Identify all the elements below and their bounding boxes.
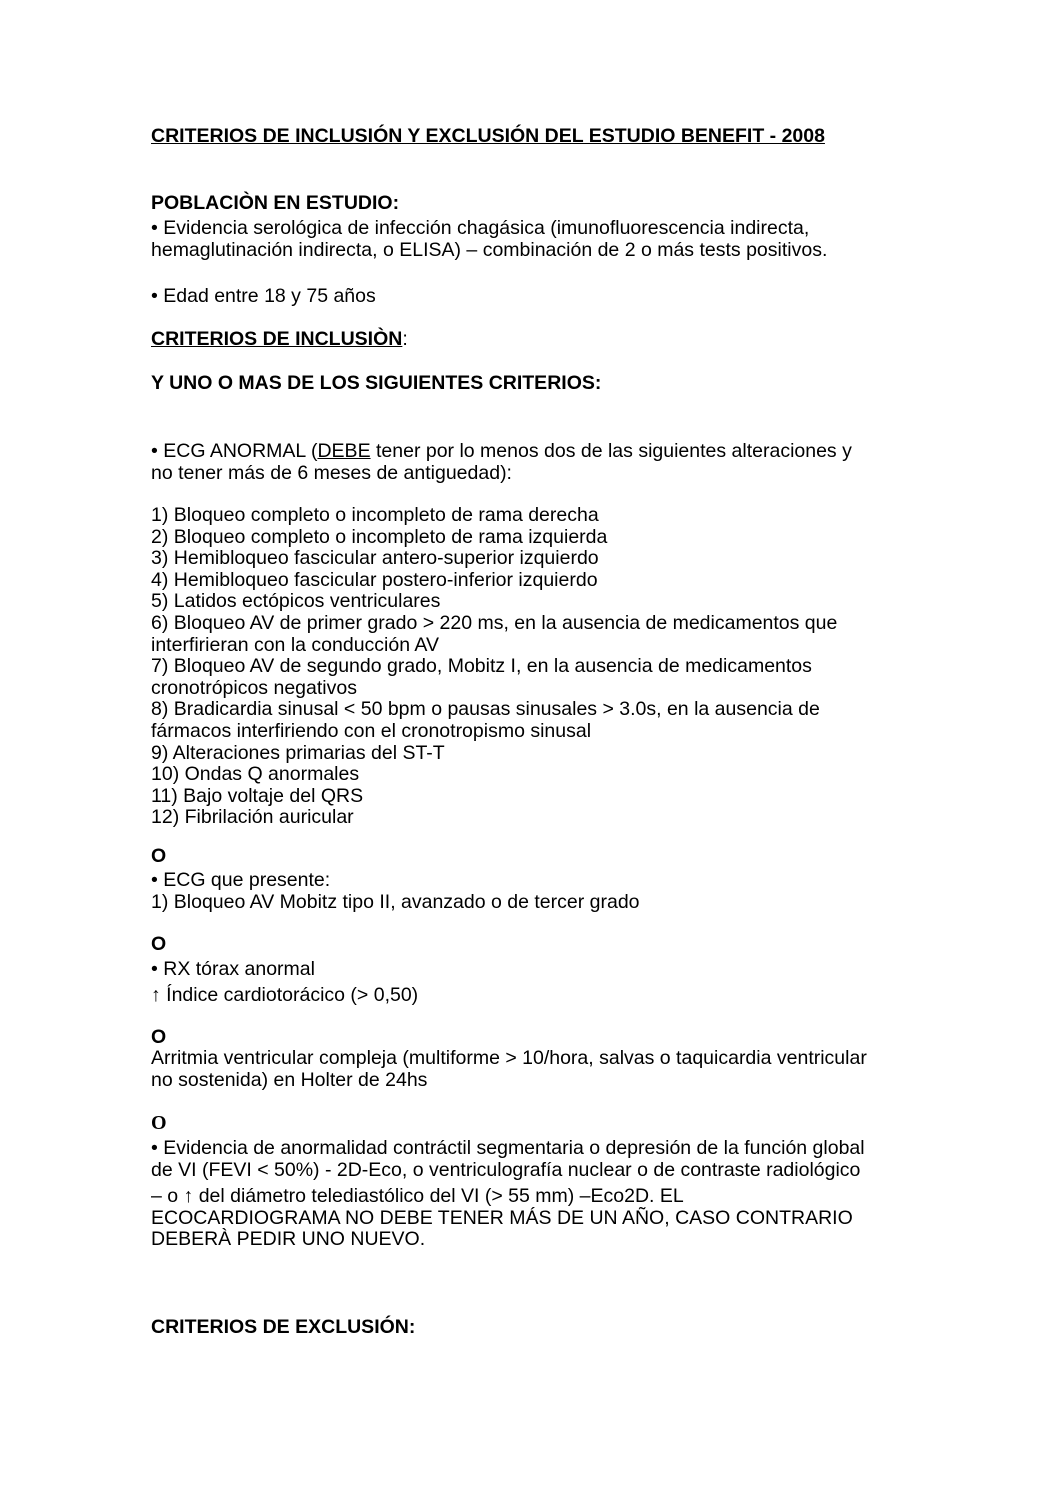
o3-line: no sostenida) en Holter de 24hs	[151, 1069, 428, 1091]
list-item: 12) Fibrilación auricular	[151, 806, 354, 829]
list-item: fármacos interfiriendo con el cronotropismo sinusal	[151, 719, 592, 742]
edad-line: • Edad entre 18 y 75 años	[151, 285, 376, 307]
poblacion-heading: POBLACIÒN EN ESTUDIO:	[151, 192, 400, 214]
o4-line: de VI (FEVI < 50%) - 2D-Eco, o ventriculografía nuclear o de contraste radiológico	[151, 1159, 861, 1181]
list-item: 6) Bloqueo AV de primer grado > 220 ms, en la ausencia de medicamentos que	[151, 611, 838, 634]
ecg-intro-line2: no tener más de 6 meses de antiguedad):	[151, 462, 512, 484]
document-title: CRITERIOS DE INCLUSIÓN Y EXCLUSIÓN DEL ESTUDIO BENEFIT - 2008	[151, 125, 825, 147]
poblacion-line: hemaglutinación indirecta, o ELISA) – combinación de 2 o más tests positivos.	[151, 239, 828, 261]
list-item: 8) Bradicardia sinusal < 50 bpm o pausas sinusales > 3.0s, en la ausencia de	[151, 698, 820, 721]
poblacion-line: • Evidencia serológica de infección chagásica (imunofluorescencia indirecta,	[151, 217, 810, 239]
list-item: 7) Bloqueo AV de segundo grado, Mobitz I, en la ausencia de medicamentos	[151, 655, 812, 678]
inclusion-heading: CRITERIOS DE INCLUSIÒN	[151, 328, 403, 350]
o2-line: • RX tórax anormal	[151, 958, 315, 980]
o4-line: ECOCARDIOGRAMA NO DEBE TENER MÁS DE UN AÑO, CASO CONTRARIO	[151, 1207, 853, 1229]
or-label: O	[151, 1026, 167, 1048]
ecg-intro-debe: DEBE	[317, 440, 371, 462]
o3-line: Arritmia ventricular compleja (multiforme > 10/hora, salvas o taquicardia ventricular	[151, 1047, 867, 1069]
list-item: 3) Hemibloqueo fascicular antero-superior izquierdo	[151, 547, 599, 570]
o4-line: • Evidencia de anormalidad contráctil segmentaria o depresión de la función global	[151, 1137, 865, 1159]
o4-line: – o ↑ del diámetro telediastólico del VI (> 55 mm) –Eco2D. EL	[151, 1185, 684, 1207]
inclusion-heading-colon: :	[402, 328, 408, 350]
list-item: 9) Alteraciones primarias del ST-T	[151, 741, 445, 764]
list-item: 5) Latidos ectópicos ventriculares	[151, 590, 441, 613]
ecg-criteria-list	[151, 505, 837, 829]
o2-line: ↑ Índice cardiotorácico (> 0,50)	[151, 984, 419, 1006]
or-label: O	[151, 845, 167, 867]
list-item: 4) Hemibloqueo fascicular postero-inferior izquierdo	[151, 568, 598, 591]
inclusion-subheading: Y UNO O MAS DE LOS SIGUIENTES CRITERIOS:	[151, 372, 602, 394]
o4-line: DEBERÀ PEDIR UNO NUEVO.	[151, 1228, 426, 1250]
list-item: 1) Bloqueo completo o incompleto de rama derecha	[151, 504, 599, 526]
exclusion-heading: CRITERIOS DE EXCLUSIÓN:	[151, 1316, 416, 1338]
list-item: 2) Bloqueo completo o incompleto de rama izquierda	[151, 525, 608, 548]
ecg-intro-line	[151, 441, 852, 463]
o1-line: • ECG que presente:	[151, 869, 331, 891]
o1-line: 1) Bloqueo AV Mobitz tipo II, avanzado o de tercer grado	[151, 891, 640, 913]
inclusion-heading-line	[151, 329, 408, 351]
list-item: interfirieran con la conducción AV	[151, 633, 439, 656]
list-item: cronotrópicos negativos	[151, 676, 357, 699]
ecg-intro-pre: • ECG ANORMAL (	[151, 440, 318, 462]
or-label: O	[151, 1112, 167, 1134]
list-item: 11) Bajo voltaje del QRS	[151, 784, 364, 807]
list-item: 10) Ondas Q anormales	[151, 763, 360, 786]
or-label: O	[151, 933, 167, 955]
ecg-intro-post: tener por lo menos dos de las siguientes alteraciones y	[370, 440, 852, 462]
